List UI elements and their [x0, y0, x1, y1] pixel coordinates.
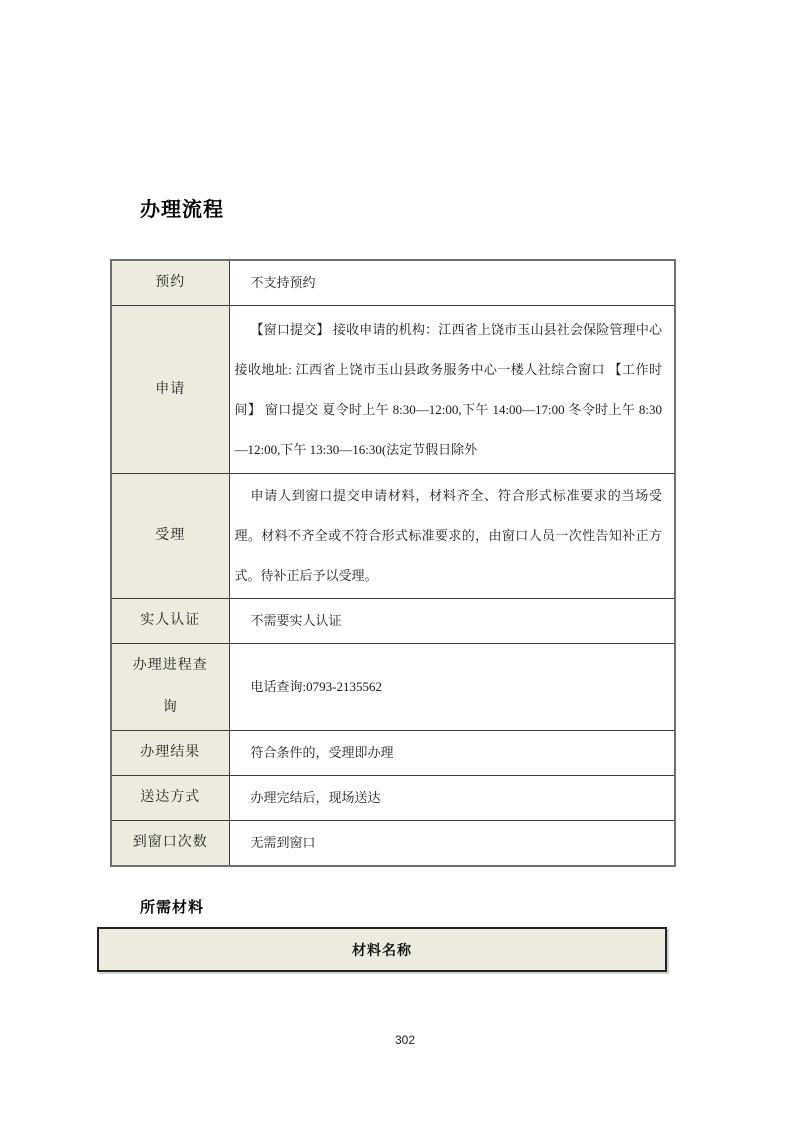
materials-header-cell: 材料名称 [352, 943, 412, 959]
table-row-progress-inquiry [111, 644, 675, 731]
row-content: 不支持预约 [229, 260, 675, 306]
page-number: 302 [394, 1033, 416, 1047]
row-content: 不需要实人认证 [229, 599, 675, 644]
table-row-delivery-method [111, 776, 675, 821]
row-content: 符合条件的，受理即办理 [229, 731, 675, 776]
process-table-body [111, 260, 675, 866]
materials-section-title: 所需材料 [140, 900, 205, 916]
row-content: 无需到窗口 [229, 821, 675, 867]
process-table [110, 259, 676, 867]
row-label: 到窗口次数 [111, 821, 229, 867]
table-row-result [111, 731, 675, 776]
row-label: 预约 [111, 260, 229, 306]
row-label: 办理结果 [111, 731, 229, 776]
row-label: 实人认证 [111, 599, 229, 644]
row-content: 申请人到窗口提交申请材料，材料齐全、符合形式标准要求的当场受理。材料不齐全或不符合形式标准要求的，由窗口人员一次性告知补正方式。待补正后予以受理。 [229, 474, 675, 599]
page-title: 办理流程 [140, 199, 224, 221]
row-content: 【窗口提交】 接收申请的机构：江西省上饶市玉山县社会保险管理中心 接收地址: 江西省上饶市玉山县政务服务中心一楼人社综合窗口 【工作时间】 窗口提交 夏令时上午 8:30—12:00,下午 14:00—17:00 冬令时上午 8:30—12:00,下午 13:30—16:30(法定节假日除外 [229, 306, 675, 474]
table-row-application [111, 306, 675, 474]
row-label: 申请 [111, 306, 229, 474]
materials-table [97, 927, 667, 972]
row-content: 办理完结后，现场送达 [229, 776, 675, 821]
table-row-identity-verification [111, 599, 675, 644]
row-content: 电话查询:0793-2135562 [229, 644, 675, 731]
table-row-acceptance [111, 474, 675, 599]
table-row-window-visits [111, 821, 675, 867]
row-label: 办理进程查询 [111, 644, 229, 731]
row-label: 受理 [111, 474, 229, 599]
table-row-appointment [111, 260, 675, 306]
row-label: 送达方式 [111, 776, 229, 821]
